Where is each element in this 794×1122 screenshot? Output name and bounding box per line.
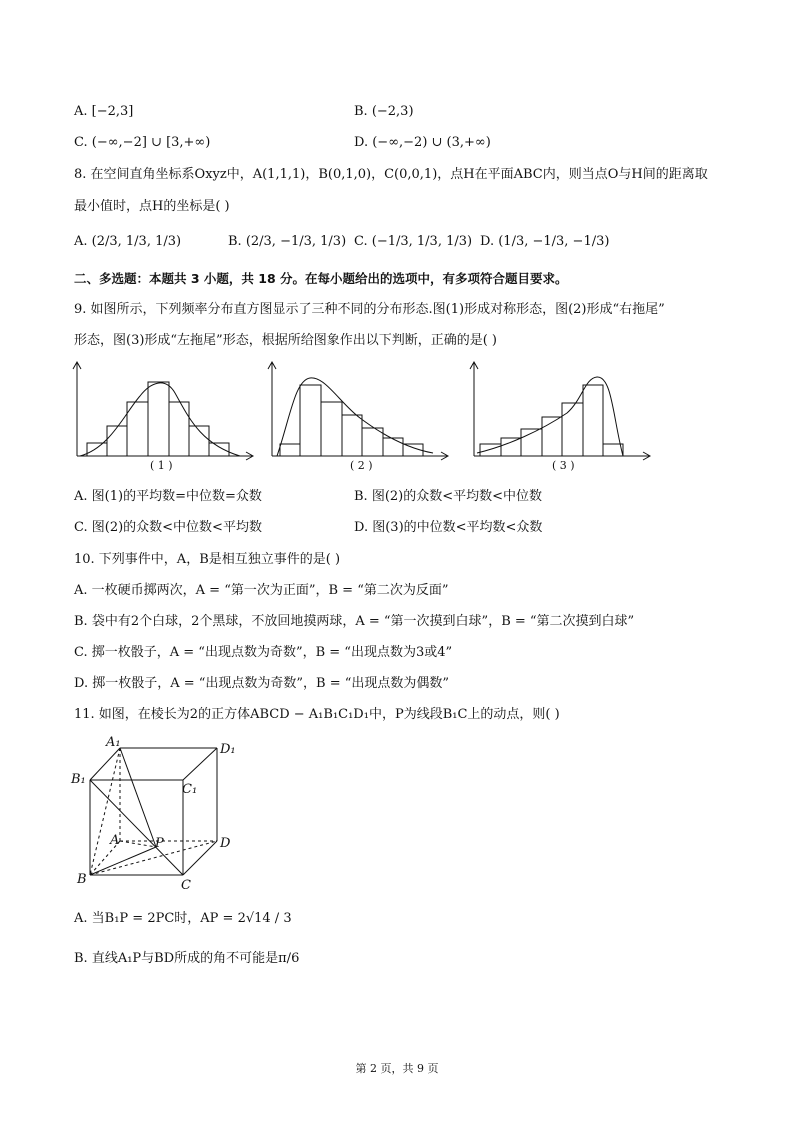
q9-option-c: C. 图(2)的众数<中位数<平均数 [74,520,262,535]
label-p: P [155,836,164,851]
label-a: A [110,833,120,848]
q10-option-a: A. 一枚硬币掷两次，A = “第一次为正面”，B = “第二次为反面” [74,583,449,598]
q9-option-b: B. 图(2)的众数<平均数<中位数 [354,489,543,504]
bar [127,402,148,456]
q11-option-b: B. 直线A₁P与BD所成的角不可能是π/6 [74,951,300,966]
bar [169,402,189,456]
q9-stem-line1: 9. 如图所示，下列频率分布直方图显示了三种不同的分布形态.图(1)形成对称形态，图(2)形成“右拖尾” [74,302,665,317]
q11-stem: 11. 如图，在棱长为2的正方体ABCD − A₁B₁C₁D₁中，P为线段B₁C上的动点，则( ) [74,707,560,722]
cube-figure [70,735,240,895]
histogram-3-left-tail [467,358,657,473]
segment-pb [90,847,156,875]
q10-option-d: D. 掷一枚骰子，A = “出现点数为奇数”，B = “出现点数为偶数” [74,676,450,691]
bar [87,443,107,456]
bar [321,402,342,456]
bar [583,385,603,456]
histogram-2-caption: ( 2 ) [350,459,373,472]
histogram-1-caption: ( 1 ) [150,459,173,472]
bar [148,382,169,456]
label-d: D [220,836,231,851]
q11-option-a: A. 当B₁P = 2PC时，AP = 2√14 / 3 [74,911,292,926]
q7-option-a: A. [−2,3] [74,104,134,119]
q8-option-d: D. (1/3, −1/3, −1/3) [480,234,610,249]
bar [562,403,583,456]
bar [603,444,623,456]
label-c1: C₁ [182,782,198,797]
edge-a1b1 [90,748,120,780]
q7-option-b: B. (−2,3) [354,104,414,119]
edge-cd [183,841,217,875]
q9-option-a: A. 图(1)的平均数=中位数=众数 [74,489,262,504]
bar [342,415,362,456]
segment-a1p [120,748,156,847]
bar [501,438,521,456]
histogram-1-symmetric [70,358,260,473]
histogram-3-caption: ( 3 ) [552,459,575,472]
q8-stem-line1: 8. 在空间直角坐标系Oxyz中，A(1,1,1)，B(0,1,0)，C(0,0,1)，点H在平面ABC内，则当点O与H间的距离取 [74,167,708,182]
label-c: C [181,878,191,893]
bar [300,385,321,456]
q10-option-c: C. 掷一枚骰子，A = “出现点数为奇数”，B = “出现点数为3或4” [74,645,453,660]
q9-option-d: D. 图(3)的中位数<平均数<众数 [354,520,543,535]
bar [280,444,300,456]
q8-option-c: C. (−1/3, 1/3, 1/3) [354,234,473,249]
bar [383,438,403,456]
q7-option-d: D. (−∞,−2) ∪ (3,+∞) [354,135,491,150]
q8-option-b: B. (2/3, −1/3, 1/3) [228,234,347,249]
page-footer: 第 2 页，共 9 页 [355,1062,439,1075]
label-b1: B₁ [71,772,86,787]
q7-option-c: C. (−∞,−2] ∪ [3,+∞) [74,135,211,150]
q10-option-b: B. 袋中有2个白球，2个黑球，不放回地摸两球，A = “第一次摸到白球”，B = “第二次摸到白球” [74,614,635,629]
bar [107,426,127,456]
q10-stem: 10. 下列事件中，A，B是相互独立事件的是( ) [74,552,341,567]
q8-option-a: A. (2/3, 1/3, 1/3) [74,234,182,249]
histogram-2-right-tail [265,358,455,473]
q8-stem-line2: 最小值时，点H的坐标是( ) [74,199,230,214]
label-d1: D₁ [220,742,236,757]
section-header-multiple-choice: 二、多选题：本题共 3 小题，共 18 分。在每小题给出的选项中，有多项符合题目要求。 [74,271,568,286]
segment-a1b [90,748,120,875]
q9-stem-line2: 形态，图(3)形成“左拖尾”形态，根据所给图象作出以下判断，正确的是( ) [74,333,497,348]
bar [209,443,229,456]
density-curve [80,383,240,456]
bar [480,444,501,456]
label-b: B [77,872,87,887]
label-a1: A₁ [106,735,121,750]
edge-d1c1 [183,748,217,780]
bar [362,428,383,456]
